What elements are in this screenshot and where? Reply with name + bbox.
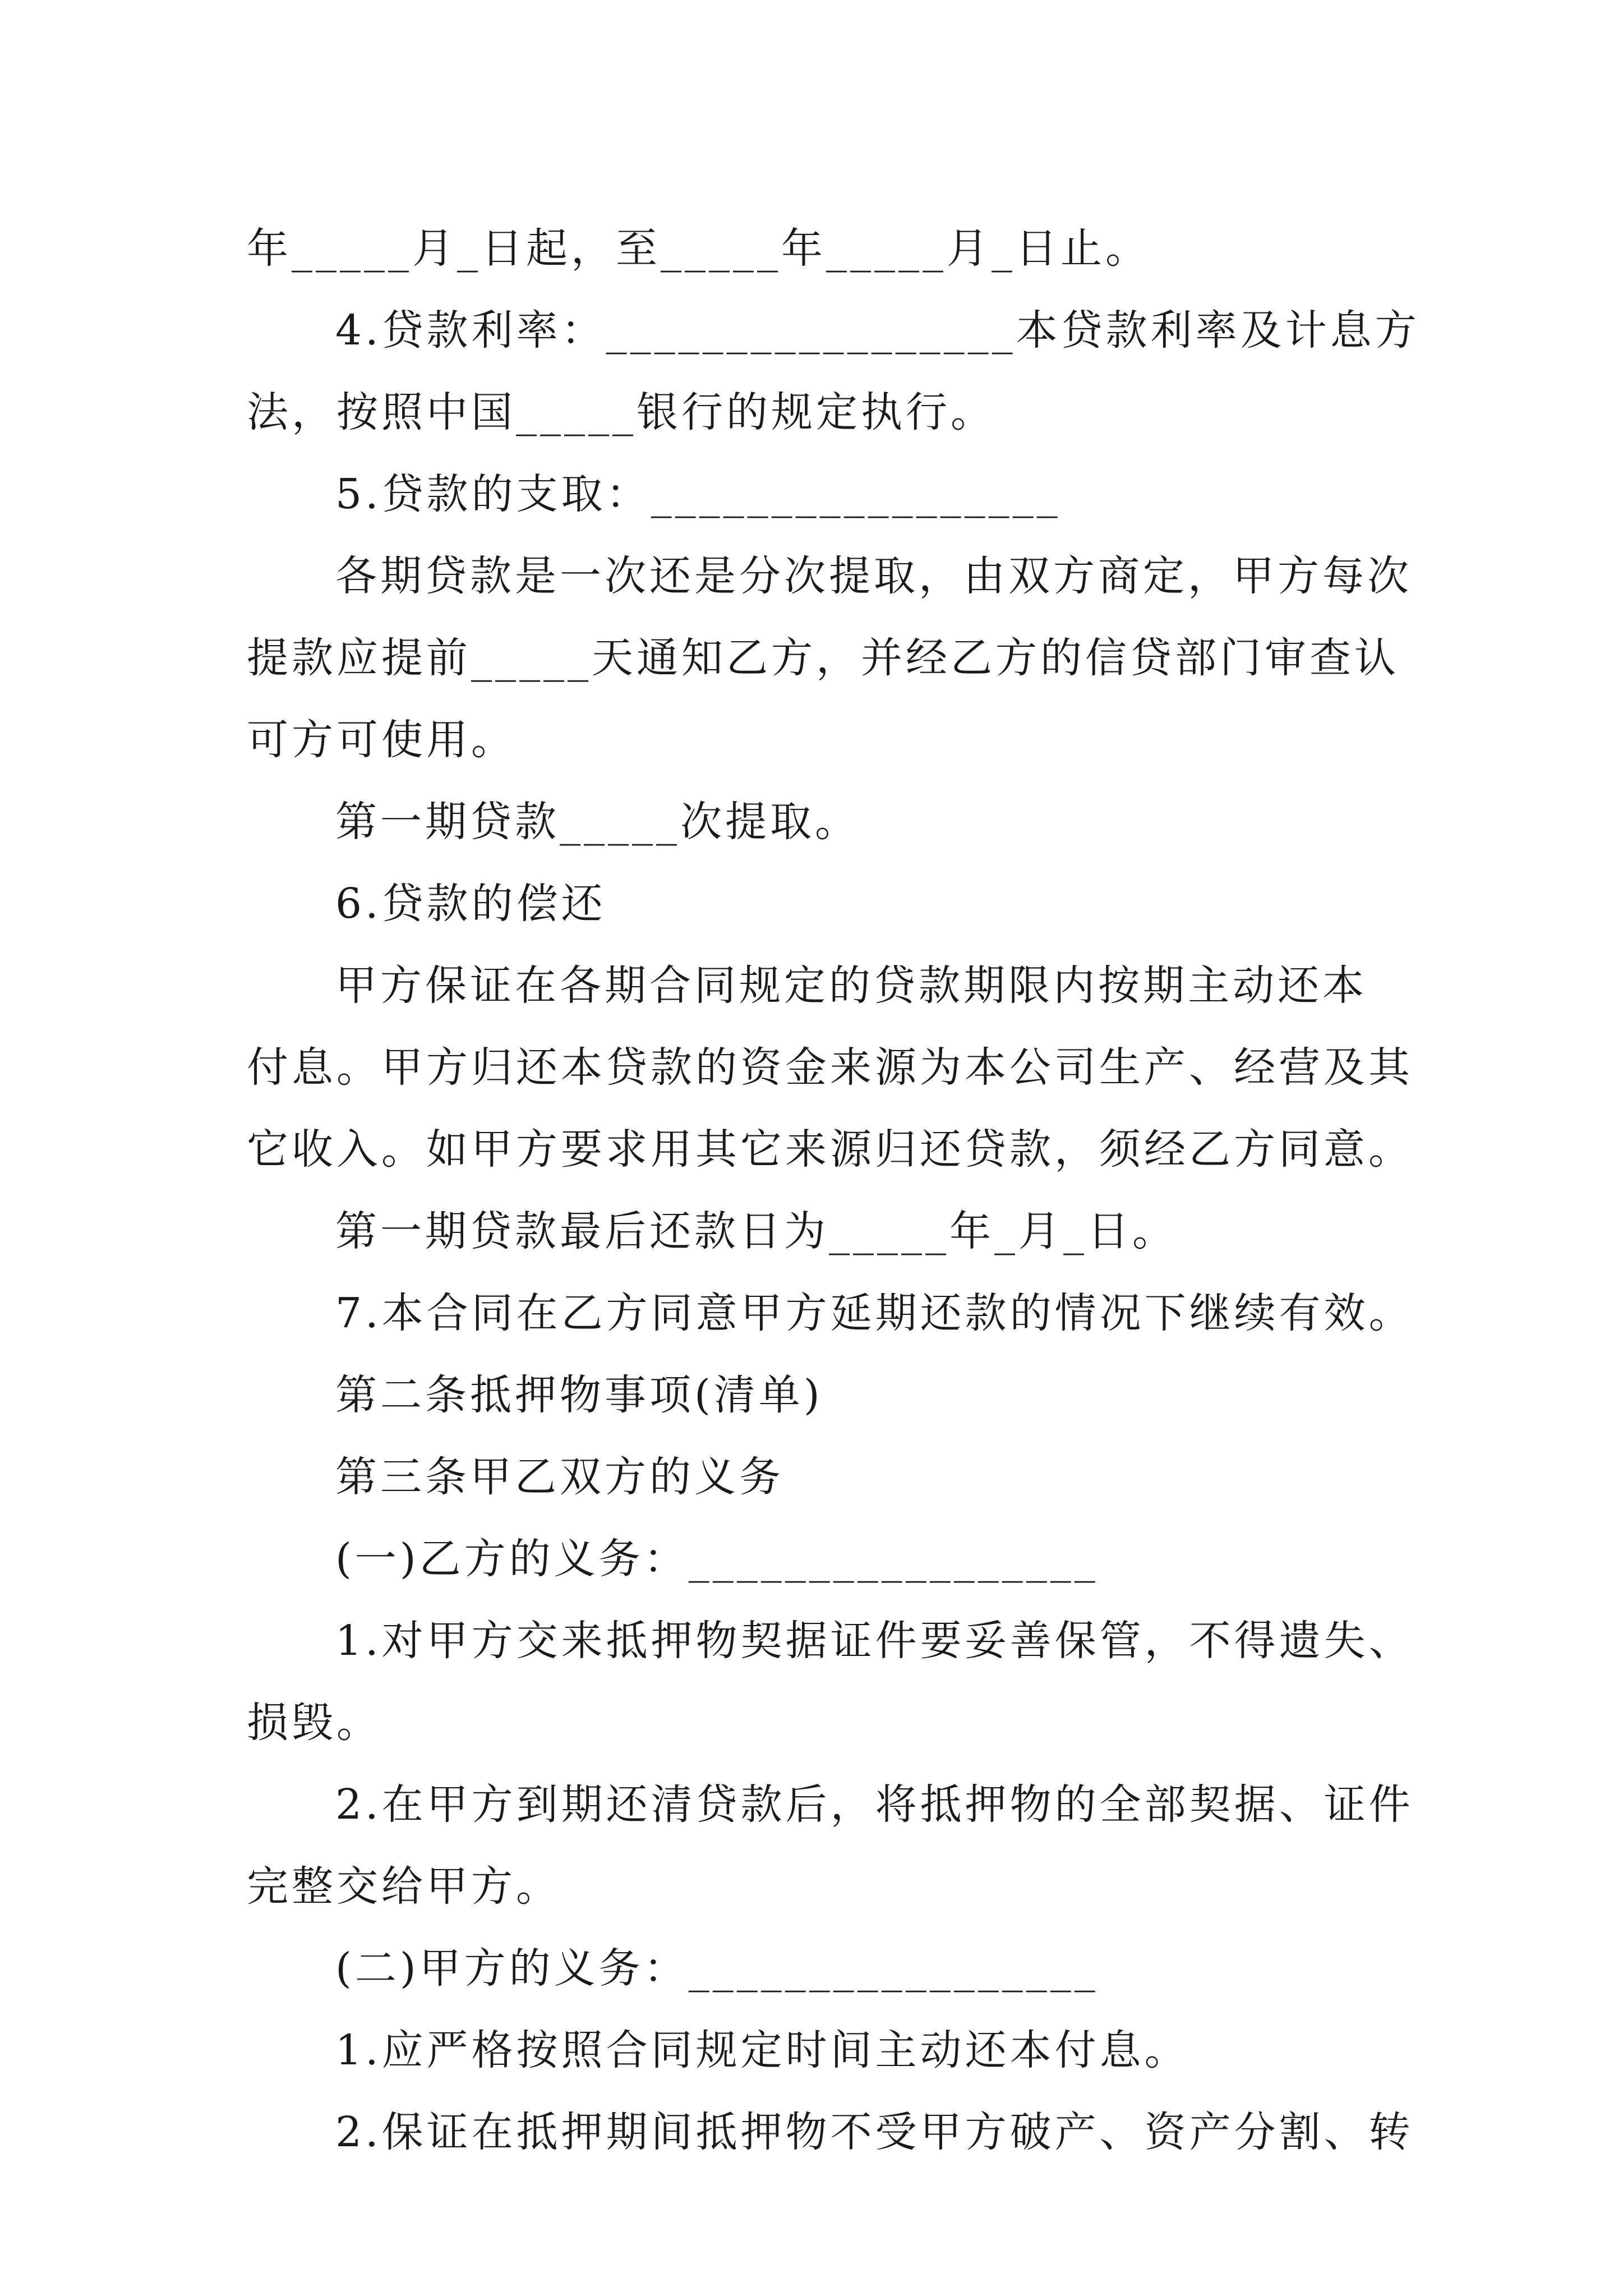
text-line: 2.在甲方到期还清贷款后，将抵押物的全部契据、证件 [335,1780,1414,1829]
text-line: 2.保证在抵押期间抵押物不受甲方破产、资产分割、转 [335,2108,1414,2156]
text-line: 第三条甲乙双方的义务 [335,1453,784,1501]
text-line: (一)乙方的义务：_________________ [335,1535,1099,1583]
text-line: 第一期贷款最后还款日为_____年_月_日。 [335,1207,1177,1255]
text-line: 4.贷款利率：_________________本贷款利率及计息方 [335,306,1420,355]
text-line: 1.对甲方交来抵押物契据证件要妥善保管，不得遗失、 [335,1617,1414,1665]
text-line: 1.应严格按照合同规定时间主动还本付息。 [335,2026,1189,2074]
text-line: 第一期贷款_____次提取。 [335,798,860,846]
text-line: 付息。甲方归还本贷款的资金来源为本公司生产、经营及其 [247,1043,1413,1092]
document-body [247,208,1420,2173]
text-line: 7.本合同在乙方同意甲方延期还款的情况下继续有效。 [335,1289,1414,1337]
text-line: 各期贷款是一次还是分次提取，由双方商定，甲方每次 [335,552,1412,600]
text-line: 甲方保证在各期合同规定的贷款期限内按期主动还本 [335,961,1367,1010]
text-line: 6.贷款的偿还 [335,880,606,928]
text-line: 完整交给甲方。 [247,1862,561,1911]
text-line: 可方可使用。 [247,716,516,764]
text-line: (二)甲方的义务：_________________ [335,1944,1099,1993]
text-line: 它收入。如甲方要求用其它来源归还贷款，须经乙方同意。 [247,1125,1413,1174]
text-line: 第二条抵押物事项(清单) [335,1371,823,1419]
text-line: 年_____月_日起，至_____年_____月_日止。 [247,224,1150,273]
text-line: 损毁。 [247,1699,381,1747]
text-line: 提款应提前_____天通知乙方，并经乙方的信贷部门审查认 [247,634,1399,682]
text-line: 5.贷款的支取：_________________ [335,470,1061,518]
text-line: 法，按照中国_____银行的规定执行。 [247,388,995,436]
